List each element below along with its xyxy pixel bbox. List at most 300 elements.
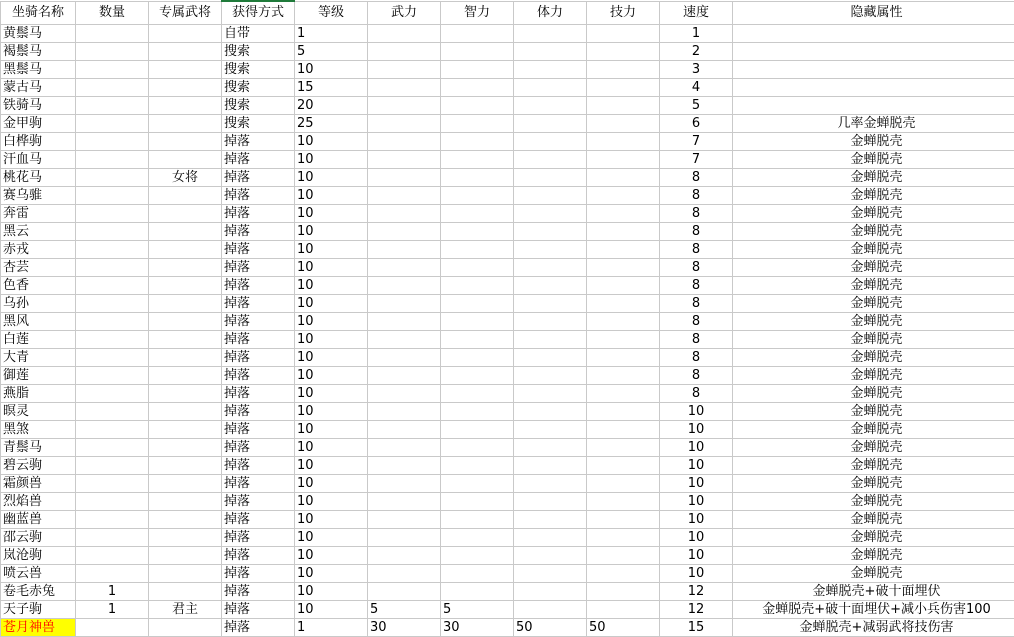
cell-exclusive[interactable] [149, 331, 222, 349]
cell-hidden[interactable] [733, 97, 1014, 115]
cell-str[interactable] [368, 403, 441, 421]
cell-hidden[interactable]: 金蝉脱壳 [733, 475, 1014, 493]
cell-speed[interactable]: 5 [660, 97, 733, 115]
cell-vit[interactable] [514, 79, 587, 97]
cell-str[interactable] [368, 97, 441, 115]
cell-source[interactable]: 掉落 [222, 313, 295, 331]
cell-exclusive[interactable] [149, 475, 222, 493]
cell-int[interactable] [441, 421, 514, 439]
cell-str[interactable] [368, 241, 441, 259]
cell-source[interactable]: 掉落 [222, 133, 295, 151]
cell-count[interactable] [76, 547, 149, 565]
cell-str[interactable] [368, 133, 441, 151]
cell-vit[interactable] [514, 349, 587, 367]
cell-skl[interactable] [587, 259, 660, 277]
cell-vit[interactable] [514, 565, 587, 583]
cell-source[interactable]: 掉落 [222, 493, 295, 511]
cell-str[interactable] [368, 367, 441, 385]
cell-name[interactable]: 黑煞 [1, 421, 76, 439]
cell-skl[interactable] [587, 205, 660, 223]
cell-hidden[interactable]: 金蝉脱壳 [733, 547, 1014, 565]
cell-hidden[interactable]: 金蝉脱壳 [733, 529, 1014, 547]
cell-hidden[interactable]: 几率金蝉脱壳 [733, 115, 1014, 133]
cell-level[interactable]: 10 [295, 259, 368, 277]
cell-level[interactable]: 10 [295, 493, 368, 511]
cell-count[interactable] [76, 475, 149, 493]
cell-name[interactable]: 蒙古马 [1, 79, 76, 97]
cell-level[interactable]: 10 [295, 295, 368, 313]
cell-name[interactable]: 碧云驹 [1, 457, 76, 475]
cell-exclusive[interactable]: 女将 [149, 169, 222, 187]
cell-str[interactable] [368, 43, 441, 61]
cell-skl[interactable] [587, 313, 660, 331]
cell-vit[interactable] [514, 475, 587, 493]
cell-vit[interactable] [514, 367, 587, 385]
cell-exclusive[interactable] [149, 421, 222, 439]
cell-speed[interactable]: 8 [660, 169, 733, 187]
cell-int[interactable] [441, 61, 514, 79]
cell-skl[interactable] [587, 511, 660, 529]
cell-hidden[interactable]: 金蝉脱壳 [733, 565, 1014, 583]
cell-source[interactable]: 掉落 [222, 421, 295, 439]
cell-name[interactable]: 卷毛赤兔 [1, 583, 76, 601]
cell-hidden[interactable] [733, 25, 1014, 43]
cell-speed[interactable]: 8 [660, 259, 733, 277]
cell-speed[interactable]: 2 [660, 43, 733, 61]
cell-skl[interactable] [587, 115, 660, 133]
cell-count[interactable] [76, 241, 149, 259]
cell-count[interactable] [76, 421, 149, 439]
cell-level[interactable]: 25 [295, 115, 368, 133]
cell-source[interactable]: 掉落 [222, 403, 295, 421]
cell-str[interactable] [368, 547, 441, 565]
cell-skl[interactable] [587, 295, 660, 313]
header-skl[interactable]: 技力 [587, 1, 660, 25]
cell-vit[interactable] [514, 259, 587, 277]
cell-name[interactable]: 金甲驹 [1, 115, 76, 133]
cell-str[interactable] [368, 439, 441, 457]
cell-int[interactable] [441, 547, 514, 565]
cell-skl[interactable] [587, 421, 660, 439]
cell-str[interactable] [368, 529, 441, 547]
cell-exclusive[interactable] [149, 493, 222, 511]
cell-hidden[interactable]: 金蝉脱壳 [733, 169, 1014, 187]
cell-int[interactable]: 5 [441, 601, 514, 619]
cell-speed[interactable]: 8 [660, 385, 733, 403]
cell-exclusive[interactable] [149, 97, 222, 115]
cell-source[interactable]: 掉落 [222, 223, 295, 241]
cell-int[interactable] [441, 151, 514, 169]
cell-level[interactable]: 10 [295, 61, 368, 79]
cell-skl[interactable] [587, 61, 660, 79]
cell-source[interactable]: 掉落 [222, 439, 295, 457]
cell-int[interactable] [441, 367, 514, 385]
cell-name[interactable]: 奔雷 [1, 205, 76, 223]
cell-vit[interactable] [514, 277, 587, 295]
cell-count[interactable] [76, 367, 149, 385]
cell-str[interactable] [368, 511, 441, 529]
cell-name[interactable]: 白桦驹 [1, 133, 76, 151]
cell-hidden[interactable]: 金蝉脱壳 [733, 439, 1014, 457]
cell-source[interactable]: 掉落 [222, 277, 295, 295]
cell-name[interactable]: 黑云 [1, 223, 76, 241]
cell-skl[interactable] [587, 565, 660, 583]
cell-vit[interactable] [514, 403, 587, 421]
cell-source[interactable]: 掉落 [222, 547, 295, 565]
cell-count[interactable] [76, 61, 149, 79]
cell-int[interactable] [441, 277, 514, 295]
cell-source[interactable]: 搜索 [222, 61, 295, 79]
cell-int[interactable] [441, 223, 514, 241]
cell-name[interactable]: 桃花马 [1, 169, 76, 187]
cell-hidden[interactable]: 金蝉脱壳 [733, 493, 1014, 511]
cell-str[interactable] [368, 205, 441, 223]
cell-count[interactable]: 1 [76, 583, 149, 601]
cell-count[interactable] [76, 97, 149, 115]
cell-exclusive[interactable] [149, 115, 222, 133]
cell-hidden[interactable]: 金蝉脱壳 [733, 331, 1014, 349]
cell-skl[interactable] [587, 97, 660, 115]
cell-vit[interactable] [514, 25, 587, 43]
cell-hidden[interactable]: 金蝉脱壳 [733, 241, 1014, 259]
cell-int[interactable] [441, 133, 514, 151]
cell-count[interactable] [76, 133, 149, 151]
cell-str[interactable] [368, 565, 441, 583]
cell-int[interactable] [441, 385, 514, 403]
cell-source[interactable]: 掉落 [222, 385, 295, 403]
cell-vit[interactable] [514, 439, 587, 457]
cell-source[interactable]: 掉落 [222, 511, 295, 529]
cell-int[interactable] [441, 331, 514, 349]
cell-hidden[interactable]: 金蝉脱壳 [733, 259, 1014, 277]
cell-speed[interactable]: 12 [660, 601, 733, 619]
cell-name[interactable]: 邵云驹 [1, 529, 76, 547]
cell-source[interactable]: 掉落 [222, 367, 295, 385]
cell-source[interactable]: 掉落 [222, 241, 295, 259]
cell-name[interactable]: 黑鬃马 [1, 61, 76, 79]
cell-count[interactable] [76, 511, 149, 529]
cell-vit[interactable]: 50 [514, 619, 587, 637]
cell-speed[interactable]: 1 [660, 25, 733, 43]
cell-level[interactable]: 10 [295, 421, 368, 439]
cell-name[interactable]: 黄鬃马 [1, 25, 76, 43]
cell-count[interactable] [76, 331, 149, 349]
cell-source[interactable]: 搜索 [222, 97, 295, 115]
header-hidden[interactable]: 隐藏属性 [733, 1, 1014, 25]
cell-speed[interactable]: 10 [660, 493, 733, 511]
cell-name[interactable]: 御莲 [1, 367, 76, 385]
cell-str[interactable] [368, 151, 441, 169]
cell-int[interactable] [441, 349, 514, 367]
cell-skl[interactable] [587, 385, 660, 403]
cell-str[interactable] [368, 421, 441, 439]
cell-name[interactable]: 青鬃马 [1, 439, 76, 457]
cell-level[interactable]: 10 [295, 205, 368, 223]
cell-name[interactable]: 汗血马 [1, 151, 76, 169]
cell-str[interactable] [368, 475, 441, 493]
cell-hidden[interactable]: 金蝉脱壳+破十面埋伏 [733, 583, 1014, 601]
cell-hidden[interactable]: 金蝉脱壳 [733, 367, 1014, 385]
cell-exclusive[interactable] [149, 583, 222, 601]
cell-skl[interactable] [587, 25, 660, 43]
cell-source[interactable]: 掉落 [222, 349, 295, 367]
cell-exclusive[interactable] [149, 61, 222, 79]
cell-speed[interactable]: 10 [660, 565, 733, 583]
cell-level[interactable]: 10 [295, 475, 368, 493]
cell-int[interactable] [441, 25, 514, 43]
cell-hidden[interactable]: 金蝉脱壳 [733, 151, 1014, 169]
cell-hidden[interactable]: 金蝉脱壳 [733, 277, 1014, 295]
cell-count[interactable] [76, 385, 149, 403]
cell-speed[interactable]: 8 [660, 241, 733, 259]
cell-level[interactable]: 10 [295, 313, 368, 331]
cell-skl[interactable] [587, 79, 660, 97]
cell-int[interactable] [441, 115, 514, 133]
cell-exclusive[interactable] [149, 403, 222, 421]
cell-level[interactable]: 1 [295, 619, 368, 637]
cell-name[interactable]: 铁骑马 [1, 97, 76, 115]
cell-int[interactable] [441, 493, 514, 511]
cell-exclusive[interactable] [149, 439, 222, 457]
cell-str[interactable] [368, 313, 441, 331]
cell-hidden[interactable]: 金蝉脱壳 [733, 295, 1014, 313]
cell-str[interactable] [368, 223, 441, 241]
header-vit[interactable]: 体力 [514, 1, 587, 25]
header-int[interactable]: 智力 [441, 1, 514, 25]
cell-speed[interactable]: 8 [660, 349, 733, 367]
cell-skl[interactable] [587, 169, 660, 187]
cell-hidden[interactable]: 金蝉脱壳 [733, 349, 1014, 367]
cell-int[interactable] [441, 583, 514, 601]
cell-vit[interactable] [514, 385, 587, 403]
cell-str[interactable] [368, 583, 441, 601]
cell-source[interactable]: 搜索 [222, 43, 295, 61]
cell-name[interactable]: 大青 [1, 349, 76, 367]
cell-count[interactable] [76, 313, 149, 331]
cell-count[interactable] [76, 205, 149, 223]
cell-skl[interactable] [587, 601, 660, 619]
cell-level[interactable]: 10 [295, 439, 368, 457]
cell-speed[interactable]: 8 [660, 277, 733, 295]
header-source[interactable]: 获得方式 [222, 1, 295, 25]
cell-name[interactable]: 霜颜兽 [1, 475, 76, 493]
cell-level[interactable]: 10 [295, 385, 368, 403]
cell-speed[interactable]: 10 [660, 547, 733, 565]
cell-str[interactable] [368, 457, 441, 475]
cell-vit[interactable] [514, 151, 587, 169]
cell-speed[interactable]: 12 [660, 583, 733, 601]
cell-speed[interactable]: 8 [660, 313, 733, 331]
cell-level[interactable]: 10 [295, 277, 368, 295]
cell-exclusive[interactable] [149, 529, 222, 547]
cell-hidden[interactable]: 金蝉脱壳 [733, 421, 1014, 439]
cell-vit[interactable] [514, 457, 587, 475]
cell-name[interactable]: 褐鬃马 [1, 43, 76, 61]
cell-exclusive[interactable] [149, 223, 222, 241]
cell-skl[interactable] [587, 403, 660, 421]
cell-int[interactable] [441, 439, 514, 457]
cell-exclusive[interactable] [149, 295, 222, 313]
cell-source[interactable]: 掉落 [222, 295, 295, 313]
cell-int[interactable] [441, 295, 514, 313]
cell-level[interactable]: 10 [295, 349, 368, 367]
cell-speed[interactable]: 7 [660, 151, 733, 169]
cell-name[interactable]: 暝灵 [1, 403, 76, 421]
cell-skl[interactable] [587, 43, 660, 61]
cell-source[interactable]: 掉落 [222, 565, 295, 583]
cell-str[interactable] [368, 79, 441, 97]
cell-name[interactable]: 杏芸 [1, 259, 76, 277]
cell-level[interactable]: 15 [295, 79, 368, 97]
cell-skl[interactable] [587, 223, 660, 241]
cell-vit[interactable] [514, 529, 587, 547]
cell-int[interactable] [441, 187, 514, 205]
cell-level[interactable]: 10 [295, 601, 368, 619]
cell-int[interactable] [441, 97, 514, 115]
cell-hidden[interactable] [733, 43, 1014, 61]
cell-skl[interactable] [587, 331, 660, 349]
cell-vit[interactable] [514, 43, 587, 61]
cell-speed[interactable]: 15 [660, 619, 733, 637]
cell-count[interactable] [76, 295, 149, 313]
cell-count[interactable] [76, 43, 149, 61]
cell-speed[interactable]: 4 [660, 79, 733, 97]
cell-vit[interactable] [514, 583, 587, 601]
cell-skl[interactable] [587, 241, 660, 259]
cell-str[interactable] [368, 259, 441, 277]
cell-exclusive[interactable] [149, 79, 222, 97]
cell-vit[interactable] [514, 133, 587, 151]
cell-level[interactable]: 10 [295, 151, 368, 169]
cell-exclusive[interactable] [149, 547, 222, 565]
cell-hidden[interactable]: 金蝉脱壳+减弱武将技伤害 [733, 619, 1014, 637]
cell-source[interactable]: 搜索 [222, 115, 295, 133]
cell-count[interactable] [76, 25, 149, 43]
cell-name[interactable]: 色香 [1, 277, 76, 295]
cell-str[interactable] [368, 169, 441, 187]
cell-vit[interactable] [514, 241, 587, 259]
cell-int[interactable] [441, 475, 514, 493]
cell-speed[interactable]: 10 [660, 403, 733, 421]
cell-level[interactable]: 10 [295, 547, 368, 565]
cell-count[interactable] [76, 529, 149, 547]
cell-vit[interactable] [514, 187, 587, 205]
cell-count[interactable] [76, 457, 149, 475]
cell-name[interactable]: 乌孙 [1, 295, 76, 313]
cell-hidden[interactable]: 金蝉脱壳 [733, 511, 1014, 529]
cell-speed[interactable]: 10 [660, 439, 733, 457]
cell-source[interactable]: 自带 [222, 25, 295, 43]
cell-speed[interactable]: 8 [660, 331, 733, 349]
cell-vit[interactable] [514, 61, 587, 79]
cell-exclusive[interactable] [149, 133, 222, 151]
cell-str[interactable] [368, 61, 441, 79]
cell-skl[interactable] [587, 457, 660, 475]
cell-hidden[interactable]: 金蝉脱壳 [733, 133, 1014, 151]
cell-source[interactable]: 掉落 [222, 583, 295, 601]
cell-hidden[interactable]: 金蝉脱壳 [733, 457, 1014, 475]
header-count[interactable]: 数量 [76, 1, 149, 25]
cell-speed[interactable]: 10 [660, 457, 733, 475]
cell-int[interactable] [441, 511, 514, 529]
cell-hidden[interactable]: 金蝉脱壳 [733, 313, 1014, 331]
cell-str[interactable] [368, 493, 441, 511]
cell-source[interactable]: 掉落 [222, 475, 295, 493]
cell-source[interactable]: 掉落 [222, 259, 295, 277]
cell-int[interactable]: 30 [441, 619, 514, 637]
cell-str[interactable] [368, 331, 441, 349]
cell-str[interactable] [368, 385, 441, 403]
cell-count[interactable]: 1 [76, 601, 149, 619]
cell-skl[interactable] [587, 187, 660, 205]
cell-exclusive[interactable] [149, 385, 222, 403]
header-speed[interactable]: 速度 [660, 1, 733, 25]
cell-level[interactable]: 10 [295, 457, 368, 475]
cell-speed[interactable]: 3 [660, 61, 733, 79]
cell-count[interactable] [76, 493, 149, 511]
header-name[interactable]: 坐骑名称 [1, 1, 76, 25]
cell-exclusive[interactable] [149, 511, 222, 529]
cell-speed[interactable]: 8 [660, 223, 733, 241]
cell-name[interactable]: 天子驹 [1, 601, 76, 619]
cell-str[interactable] [368, 115, 441, 133]
cell-hidden[interactable] [733, 61, 1014, 79]
cell-count[interactable] [76, 349, 149, 367]
cell-str[interactable] [368, 277, 441, 295]
cell-name[interactable]: 烈焰兽 [1, 493, 76, 511]
cell-skl[interactable] [587, 133, 660, 151]
cell-level[interactable]: 20 [295, 97, 368, 115]
cell-str[interactable] [368, 187, 441, 205]
cell-hidden[interactable]: 金蝉脱壳 [733, 205, 1014, 223]
cell-source[interactable]: 搜索 [222, 79, 295, 97]
cell-hidden[interactable]: 金蝉脱壳 [733, 385, 1014, 403]
cell-exclusive[interactable] [149, 25, 222, 43]
cell-level[interactable]: 10 [295, 367, 368, 385]
cell-level[interactable]: 10 [295, 331, 368, 349]
cell-name[interactable]: 岚沧驹 [1, 547, 76, 565]
cell-vit[interactable] [514, 331, 587, 349]
cell-int[interactable] [441, 205, 514, 223]
cell-name[interactable]: 赛乌骓 [1, 187, 76, 205]
cell-exclusive[interactable] [149, 457, 222, 475]
cell-vit[interactable] [514, 547, 587, 565]
cell-speed[interactable]: 10 [660, 475, 733, 493]
cell-skl[interactable] [587, 547, 660, 565]
cell-count[interactable] [76, 277, 149, 295]
cell-count[interactable] [76, 115, 149, 133]
cell-vit[interactable] [514, 115, 587, 133]
cell-str[interactable]: 30 [368, 619, 441, 637]
cell-source[interactable]: 掉落 [222, 601, 295, 619]
cell-hidden[interactable]: 金蝉脱壳 [733, 223, 1014, 241]
cell-hidden[interactable]: 金蝉脱壳 [733, 187, 1014, 205]
cell-source[interactable]: 掉落 [222, 187, 295, 205]
cell-level[interactable]: 10 [295, 583, 368, 601]
cell-vit[interactable] [514, 295, 587, 313]
cell-vit[interactable] [514, 205, 587, 223]
cell-exclusive[interactable] [149, 151, 222, 169]
cell-speed[interactable]: 7 [660, 133, 733, 151]
cell-level[interactable]: 10 [295, 403, 368, 421]
cell-int[interactable] [441, 241, 514, 259]
cell-skl[interactable] [587, 151, 660, 169]
cell-level[interactable]: 10 [295, 223, 368, 241]
header-str[interactable]: 武力 [368, 1, 441, 25]
cell-int[interactable] [441, 457, 514, 475]
cell-count[interactable] [76, 169, 149, 187]
cell-int[interactable] [441, 565, 514, 583]
